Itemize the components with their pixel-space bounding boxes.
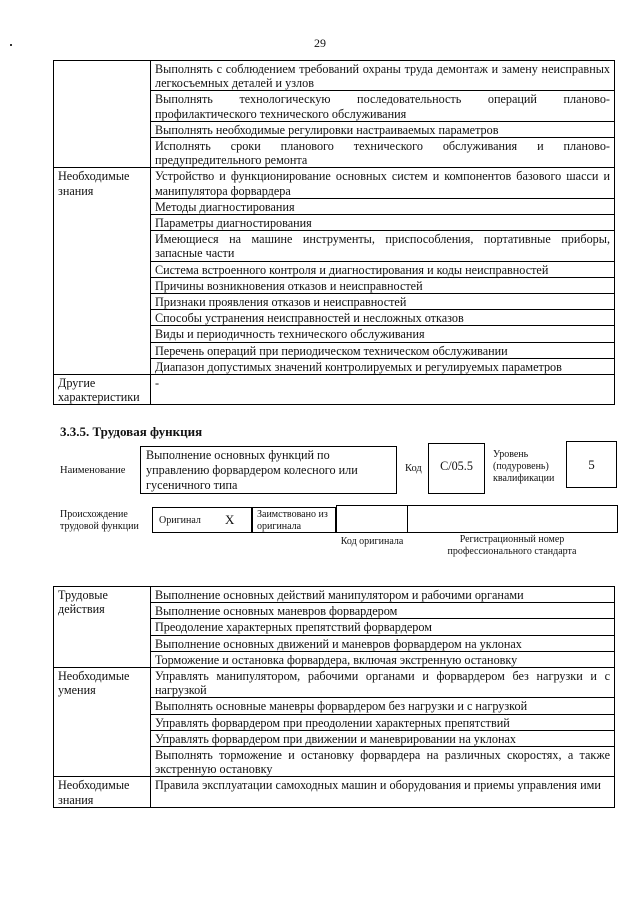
name-label: Наименование bbox=[60, 465, 126, 476]
row-item: Способы устранения неисправностей и несложных отказов bbox=[151, 310, 615, 326]
original-label: Оригинал bbox=[159, 515, 201, 526]
row-label: Необходимые знания bbox=[54, 168, 151, 375]
page-number: 29 bbox=[314, 36, 326, 50]
table-row bbox=[54, 587, 615, 603]
row-item: Выполнение основных действий манипулятором и рабочими органами bbox=[151, 587, 615, 603]
row-item: Выполнение основных движений и маневров форвардером на уклонах bbox=[151, 635, 615, 651]
row-item: Виды и периодичность технического обслуживания bbox=[151, 326, 615, 342]
row-item: Исполнять сроки планового технического обслуживания и планово-предупредительного ремонта bbox=[151, 138, 615, 168]
row-label: Другие характеристики bbox=[54, 375, 151, 405]
competency-table-continued bbox=[53, 60, 615, 405]
table-row bbox=[54, 61, 615, 91]
row-item: Управлять манипулятором, рабочими органами и форвардером без нагрузки и с нагрузкой bbox=[151, 668, 615, 698]
row-item: Параметры диагностирования bbox=[151, 215, 615, 231]
row-item: Выполнять с соблюдением требований охраны труда демонтаж и замену неисправных легкосъемных деталей и узлов bbox=[151, 61, 615, 91]
row-item: Имеющиеся на машине инструменты, приспособления, портативные приборы, запасные части bbox=[151, 231, 615, 261]
origin-label: Происхождение трудовой функции bbox=[60, 509, 139, 532]
code-box bbox=[428, 443, 485, 494]
row-item: Система встроенного контроля и диагностирования и коды неисправностей bbox=[151, 261, 615, 277]
row-item: Управлять форвардером при движении и маневрировании на уклонах bbox=[151, 730, 615, 746]
row-item: Торможение и остановка форвардера, включая экстренную остановку bbox=[151, 651, 615, 667]
table-row bbox=[54, 668, 615, 698]
row-label: Необходимые умения bbox=[54, 668, 151, 777]
row-item: Выполнять основные маневры форвардером без нагрузки и с нагрузкой bbox=[151, 698, 615, 714]
row-item: Перечень операций при периодическом техническом обслуживании bbox=[151, 342, 615, 358]
registration-number-box bbox=[407, 505, 618, 533]
row-item: Выполнять необходимые регулировки настраиваемых параметров bbox=[151, 121, 615, 137]
labor-function-table bbox=[53, 586, 615, 808]
origin-code-caption: Код оригинала bbox=[340, 536, 404, 547]
section-title: 3.3.5. Трудовая функция bbox=[60, 424, 203, 439]
row-item: Правила эксплуатации самоходных машин и оборудования и приемы управления ими bbox=[151, 777, 615, 807]
row-item: Методы диагностирования bbox=[151, 198, 615, 214]
level-box bbox=[566, 441, 617, 488]
code-label: Код bbox=[405, 463, 422, 474]
row-item: Выполнение основных маневров форвардером bbox=[151, 603, 615, 619]
table-row bbox=[54, 375, 615, 405]
row-item: Преодоление характерных препятствий форвардером bbox=[151, 619, 615, 635]
row-item: - bbox=[151, 375, 615, 405]
borrowed-label: Заимствовано из оригинала bbox=[257, 509, 328, 532]
row-item: Диапазон допустимых значений контролируемых и регулируемых параметров bbox=[151, 358, 615, 374]
table-row bbox=[54, 168, 615, 198]
borrowed-box bbox=[252, 507, 336, 533]
row-item: Выполнять технологическую последовательность операций планово-профилактического технического обслуживания bbox=[151, 91, 615, 121]
original-box bbox=[152, 507, 252, 533]
registration-caption: Регистрационный номер профессионального стандарта bbox=[447, 534, 577, 557]
row-item: Управлять форвардером при преодолении характерных препятствий bbox=[151, 714, 615, 730]
function-name: Выполнение основных функций по управлению форвардером колесного или гусеничного типа bbox=[146, 448, 358, 492]
original-mark: X bbox=[225, 512, 235, 527]
level-value: 5 bbox=[588, 457, 595, 472]
row-label: Трудовые действия bbox=[54, 587, 151, 668]
level-label: Уровень (подуровень) квалификации bbox=[493, 449, 555, 484]
row-item: Признаки проявления отказов и неисправностей bbox=[151, 294, 615, 310]
row-label bbox=[54, 61, 151, 168]
table-row bbox=[54, 777, 615, 807]
origin-code-box bbox=[336, 505, 408, 533]
code-value: C/05.5 bbox=[440, 459, 473, 473]
row-item: Выполнять торможение и остановку форвардера на различных скоростях, а также экстренную остановку bbox=[151, 747, 615, 777]
row-item: Причины возникновения отказов и неисправностей bbox=[151, 277, 615, 293]
name-box bbox=[140, 446, 397, 494]
row-label: Необходимые знания bbox=[54, 777, 151, 807]
row-item: Устройство и функционирование основных систем и компонентов базового шасси и манипулятора форвардера bbox=[151, 168, 615, 198]
